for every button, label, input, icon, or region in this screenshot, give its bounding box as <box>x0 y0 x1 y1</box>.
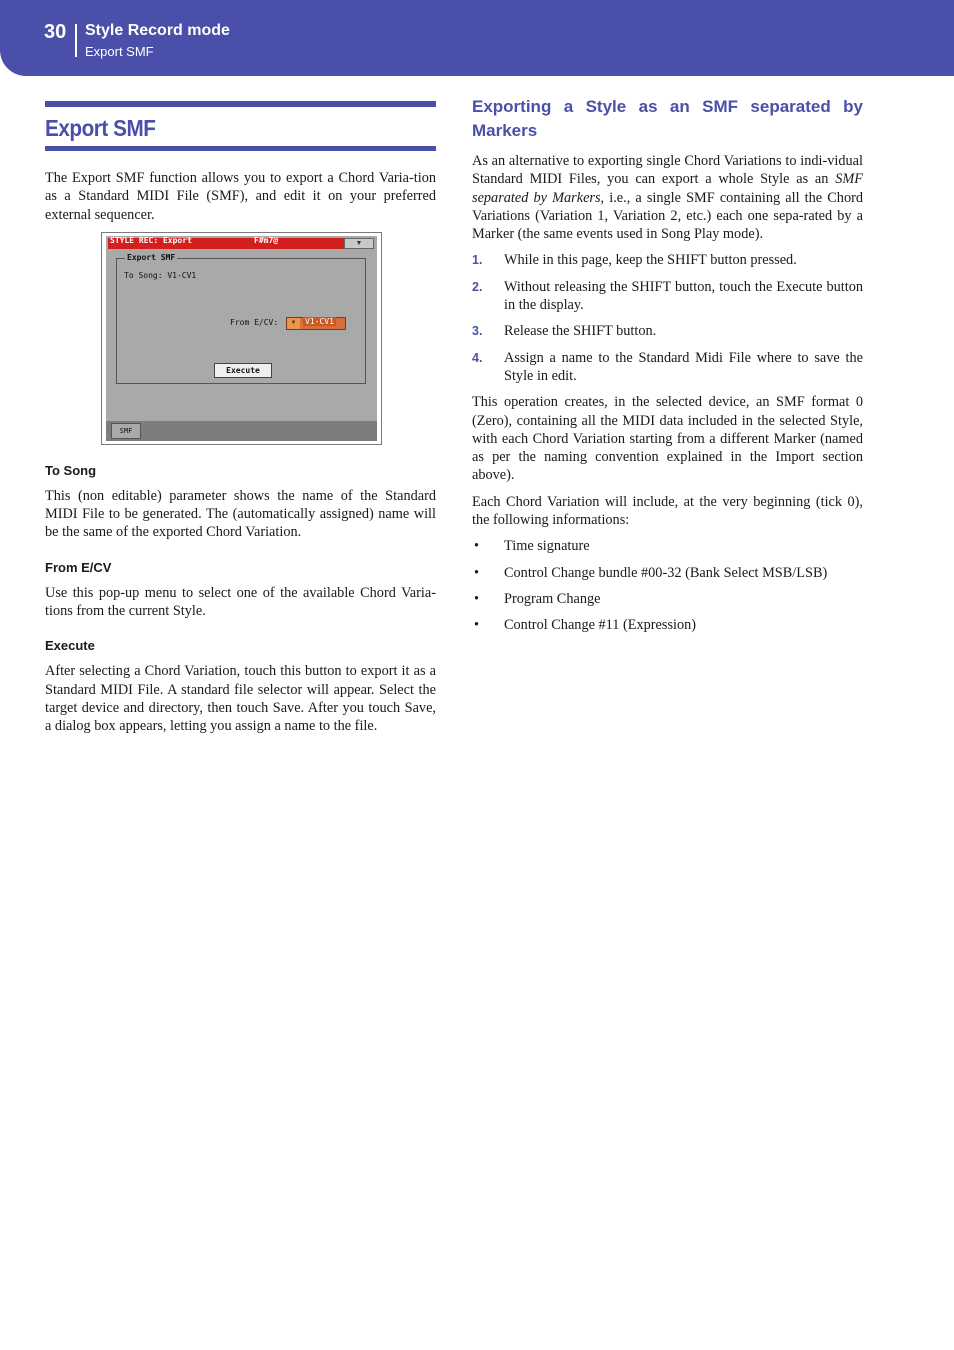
screenshot-screen <box>106 236 377 441</box>
heading-rule-top <box>45 101 436 107</box>
menu-arrow-icon[interactable]: ▼ <box>344 238 374 249</box>
step-item <box>472 278 863 315</box>
panel-legend: Export SMF <box>127 252 176 262</box>
execute-heading: Execute <box>45 638 95 654</box>
bullet-item <box>472 590 863 608</box>
step-text: While in this page, keep the SHIFT button pressed. <box>504 252 797 269</box>
from-ecv-text: Use this pop-up menu to select one of the available Chord Varia-tions from the current Style. <box>45 584 436 620</box>
tab-bar <box>106 421 377 441</box>
bullet-item <box>472 537 863 555</box>
markers-intro <box>472 152 863 243</box>
step-item <box>472 349 863 386</box>
execute-button[interactable]: Execute <box>214 363 272 378</box>
screenshot-title-bar <box>108 235 344 249</box>
from-ecv-label: From E/CV: <box>230 317 279 327</box>
left-column <box>45 101 436 744</box>
to-song-heading: To Song <box>45 462 97 478</box>
step-text: Without releasing the SHIFT button, touch the Execute button in the display. <box>504 278 863 314</box>
bullet-text: Control Change #11 (Expression) <box>504 617 697 634</box>
step-number: 4. <box>472 350 483 365</box>
export-smf-panel <box>116 252 366 384</box>
heading-rule-bottom <box>45 146 436 151</box>
step-item <box>472 251 863 269</box>
dropdown-arrow-icon: ▼ <box>287 318 300 329</box>
bullet-text: Control Change bundle #00-32 (Bank Select MSB/LSB) <box>504 564 828 581</box>
chapter-title: Style Record mode <box>85 22 230 39</box>
bullet-text: Time signature <box>504 538 590 555</box>
right-column <box>472 95 863 643</box>
from-ecv-heading: From E/CV <box>45 559 112 575</box>
section-heading: Exporting a Style as an SMF separated by Markers <box>472 97 863 140</box>
display-screenshot <box>101 232 382 445</box>
bullet-icon: • <box>474 590 480 607</box>
bullet-icon: • <box>474 538 480 555</box>
from-ecv-select[interactable] <box>286 317 346 330</box>
operation-paragraph: This operation creates, in the selected device, an SMF format 0 (Zero), containing all the MIDI data included in the selected Style, with each Chord Variation starting from a different Marker (named as per the naming convention explained in the Import section above). <box>472 394 863 484</box>
step-number: 1. <box>472 253 483 268</box>
screenshot-chord: F#m7@ <box>254 235 279 245</box>
tab-smf[interactable]: SMF <box>111 423 141 439</box>
screenshot-title: STYLE REC: Export <box>110 235 192 245</box>
step-text: Assign a name to the Standard Midi File where to save the Style in edit. <box>504 349 863 384</box>
section-title: Export SMF <box>85 44 154 59</box>
execute-text: After selecting a Chord Variation, touch this button to export it as a Standard MIDI File. A standard file selector will appear. Select the target device and directory, then touch Save. After you touch Save, a dialog box appears, letting you assign a name to the file. <box>45 663 436 735</box>
bullet-icon: • <box>474 617 480 634</box>
to-song-text: This (non editable) parameter shows the name of the Standard MIDI File to be generated. The (automatically assigned) name will be the same of the exported Chord Variation. <box>45 487 436 541</box>
page-heading: Export SMF <box>45 115 156 141</box>
intro-paragraph: The Export SMF function allows you to export a Chord Varia-tion as a Standard MIDI File (SMF), and edit it on your preferred external sequencer. <box>45 170 436 223</box>
intro-text-b: , i.e., a single SMF containing all the Chord Variations (Variation 1, Variation 2, etc.) each one sepa-rated by a Marker (the same events used in Song Play mode). <box>472 189 864 243</box>
intro-text-a: As an alternative to exporting single Chord Variations to indi-vidual Standard MIDI Files, you can export a whole Style as an <box>472 153 863 188</box>
intro-emphasis: SMF separated by Markers <box>472 171 863 206</box>
bullet-item <box>472 564 863 582</box>
step-number: 2. <box>472 279 483 294</box>
bullet-icon: • <box>474 564 480 581</box>
step-number: 3. <box>472 324 483 339</box>
step-text: Release the SHIFT button. <box>504 323 657 340</box>
to-song-value: To Song: V1-CV1 <box>124 270 197 280</box>
page-number: 30 <box>44 21 67 43</box>
page-header <box>0 0 954 76</box>
bullet-text: Program Change <box>504 590 601 607</box>
includes-paragraph: Each Chord Variation will include, at the very beginning (tick 0), the following informations: <box>472 493 863 529</box>
from-ecv-value: V1-CV1 <box>305 316 334 326</box>
step-item <box>472 322 863 340</box>
header-divider <box>75 24 77 57</box>
bullet-item <box>472 616 863 634</box>
